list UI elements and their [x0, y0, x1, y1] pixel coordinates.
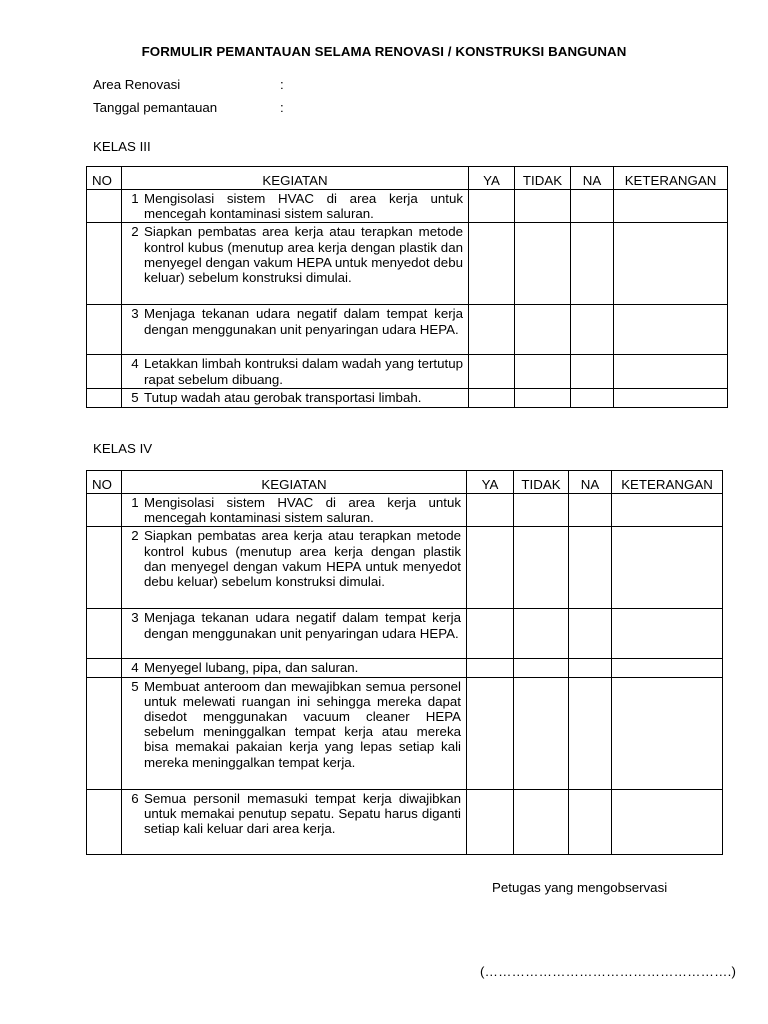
header-ya: YA: [467, 471, 514, 494]
na-cell[interactable]: [569, 659, 612, 677]
item-number: 2: [131, 528, 139, 544]
kelas-iv-table: [86, 470, 723, 855]
item-text: Semua personil memasuki tempat kerja diwajibkan untuk memakai penutup sepatu. Sepatu harus diganti setiap kali keluar dari area kerja.: [144, 790, 461, 837]
keterangan-cell[interactable]: [614, 355, 728, 389]
no-cell: [87, 789, 122, 854]
item-number: 1: [131, 495, 139, 510]
section-label-kelas-iii: KELAS III: [93, 139, 151, 154]
ya-cell[interactable]: [467, 789, 514, 854]
field-colon: :: [280, 77, 284, 92]
na-cell[interactable]: [571, 190, 614, 223]
tidak-cell[interactable]: [515, 223, 571, 305]
no-cell: [87, 190, 122, 223]
keterangan-cell[interactable]: [614, 305, 728, 355]
no-cell: [87, 659, 122, 677]
header-ya: YA: [469, 167, 515, 190]
form-title: FORMULIR PEMANTAUAN SELAMA RENOVASI / KONSTRUKSI BANGUNAN: [141, 44, 627, 59]
field-area-renovasi: [93, 77, 284, 92]
tidak-cell[interactable]: [514, 494, 569, 527]
keterangan-cell[interactable]: [612, 659, 723, 677]
item-text: Membuat anteroom dan mewajibkan semua personel untuk melewati ruangan ini sehingga mereka dapat disedot menggunakan vacuum cleaner HEPA sebelum meninggalkan tempat kerja atau mereka bisa memakai pakaian kerja yang lepas setiap kali mereka meninggalkan tempat kerja.: [144, 678, 461, 770]
ya-cell[interactable]: [469, 305, 515, 355]
kegiatan-cell: [122, 223, 469, 305]
signature-line: (……………………………………………….): [480, 964, 737, 979]
table-row: [87, 677, 723, 789]
item-number: 6: [131, 790, 139, 806]
na-cell[interactable]: [569, 789, 612, 854]
header-kegiatan: KEGIATAN: [122, 167, 469, 190]
tidak-cell[interactable]: [514, 677, 569, 789]
header-keterangan: KETERANGAN: [612, 471, 723, 494]
no-cell: [87, 355, 122, 389]
keterangan-cell[interactable]: [612, 677, 723, 789]
table-row: [87, 609, 723, 659]
field-colon: :: [280, 100, 284, 115]
header-keterangan: KETERANGAN: [614, 167, 728, 190]
table-row: [87, 305, 728, 355]
kegiatan-cell: [122, 677, 467, 789]
table-row: [87, 190, 728, 223]
item-text: Mengisolasi sistem HVAC di area kerja untuk mencegah kontaminasi sistem saluran.: [144, 495, 461, 526]
kegiatan-cell: [122, 659, 467, 677]
table-row: [87, 355, 728, 389]
item-number: 3: [131, 306, 139, 322]
na-cell[interactable]: [571, 223, 614, 305]
item-text: Mengisolasi sistem HVAC di area kerja untuk mencegah kontaminasi sistem saluran.: [144, 191, 463, 222]
table-header-row: [87, 471, 723, 494]
item-text: Tutup wadah atau gerobak transportasi limbah.: [144, 390, 422, 406]
kelas-iii-table: [86, 166, 728, 408]
no-cell: [87, 305, 122, 355]
header-na: NA: [571, 167, 614, 190]
tidak-cell[interactable]: [515, 355, 571, 389]
item-number: 2: [131, 224, 139, 240]
tidak-cell[interactable]: [514, 789, 569, 854]
header-na: NA: [569, 471, 612, 494]
tidak-cell[interactable]: [514, 609, 569, 659]
keterangan-cell[interactable]: [614, 389, 728, 407]
kegiatan-cell: [122, 609, 467, 659]
field-label: Tanggal pemantauan: [93, 100, 218, 115]
header-tidak: TIDAK: [515, 167, 571, 190]
table-row: [87, 389, 728, 407]
keterangan-cell[interactable]: [612, 609, 723, 659]
kegiatan-cell: [122, 527, 467, 609]
keterangan-cell[interactable]: [612, 494, 723, 527]
item-number: 1: [131, 191, 139, 206]
item-number: 4: [131, 356, 139, 372]
ya-cell[interactable]: [467, 609, 514, 659]
na-cell[interactable]: [571, 305, 614, 355]
item-number: 3: [131, 610, 139, 626]
item-text: Siapkan pembatas area kerja atau terapkan metode kontrol kubus (menutup area kerja dengan plastik dan menyegel dengan vakum HEPA untuk menyedot debu keluar) sebelum konstruksi dimulai.: [144, 528, 461, 590]
na-cell[interactable]: [569, 609, 612, 659]
kegiatan-cell: [122, 494, 467, 527]
table-row: [87, 659, 723, 677]
na-cell[interactable]: [569, 677, 612, 789]
ya-cell[interactable]: [467, 527, 514, 609]
header-tidak: TIDAK: [514, 471, 569, 494]
tidak-cell[interactable]: [515, 190, 571, 223]
item-text: Menjaga tekanan udara negatif dalam tempat kerja dengan menggunakan unit penyaringan udara HEPA.: [144, 306, 463, 337]
table-row: [87, 223, 728, 305]
table-row: [87, 494, 723, 527]
no-cell: [87, 677, 122, 789]
ya-cell[interactable]: [469, 355, 515, 389]
item-number: 5: [131, 390, 139, 406]
tidak-cell[interactable]: [515, 305, 571, 355]
item-text: Letakkan limbah kontruksi dalam wadah yang tertutup rapat sebelum dibuang.: [144, 356, 463, 387]
item-text: Siapkan pembatas area kerja atau terapkan metode kontrol kubus (menutup area kerja dengan plastik dan menyegel dengan vakum HEPA untuk menyedot debu keluar) sebelum konstruksi dimulai.: [144, 224, 463, 286]
table-row: [87, 789, 723, 854]
keterangan-cell[interactable]: [612, 527, 723, 609]
field-label: Area Renovasi: [93, 77, 181, 92]
observer-label: Petugas yang mengobservasi: [492, 880, 668, 895]
no-cell: [87, 223, 122, 305]
ya-cell[interactable]: [467, 494, 514, 527]
na-cell[interactable]: [569, 527, 612, 609]
keterangan-cell[interactable]: [614, 223, 728, 305]
keterangan-cell[interactable]: [614, 190, 728, 223]
no-cell: [87, 494, 122, 527]
tidak-cell[interactable]: [514, 527, 569, 609]
na-cell[interactable]: [571, 355, 614, 389]
field-tanggal-pemantauan: [93, 100, 284, 115]
keterangan-cell[interactable]: [612, 789, 723, 854]
kegiatan-cell: [122, 789, 467, 854]
table-header-row: [87, 167, 728, 190]
ya-cell[interactable]: [469, 389, 515, 407]
kegiatan-cell: [122, 355, 469, 389]
kegiatan-cell: [122, 190, 469, 223]
ya-cell[interactable]: [469, 190, 515, 223]
kegiatan-cell: [122, 389, 469, 407]
item-text: Menyegel lubang, pipa, dan saluran.: [144, 660, 359, 676]
header-no: NO: [87, 471, 122, 494]
table-row: [87, 527, 723, 609]
ya-cell[interactable]: [469, 223, 515, 305]
no-cell: [87, 389, 122, 407]
na-cell[interactable]: [571, 389, 614, 407]
tidak-cell[interactable]: [515, 389, 571, 407]
ya-cell[interactable]: [467, 677, 514, 789]
na-cell[interactable]: [569, 494, 612, 527]
header-kegiatan: KEGIATAN: [122, 471, 467, 494]
item-number: 4: [131, 660, 139, 676]
item-number: 5: [131, 678, 139, 694]
no-cell: [87, 527, 122, 609]
kegiatan-cell: [122, 305, 469, 355]
ya-cell[interactable]: [467, 659, 514, 677]
no-cell: [87, 609, 122, 659]
header-no: NO: [87, 167, 122, 190]
item-text: Menjaga tekanan udara negatif dalam tempat kerja dengan menggunakan unit penyaringan udara HEPA.: [144, 610, 461, 641]
tidak-cell[interactable]: [514, 659, 569, 677]
section-label-kelas-iv: KELAS IV: [93, 441, 153, 456]
